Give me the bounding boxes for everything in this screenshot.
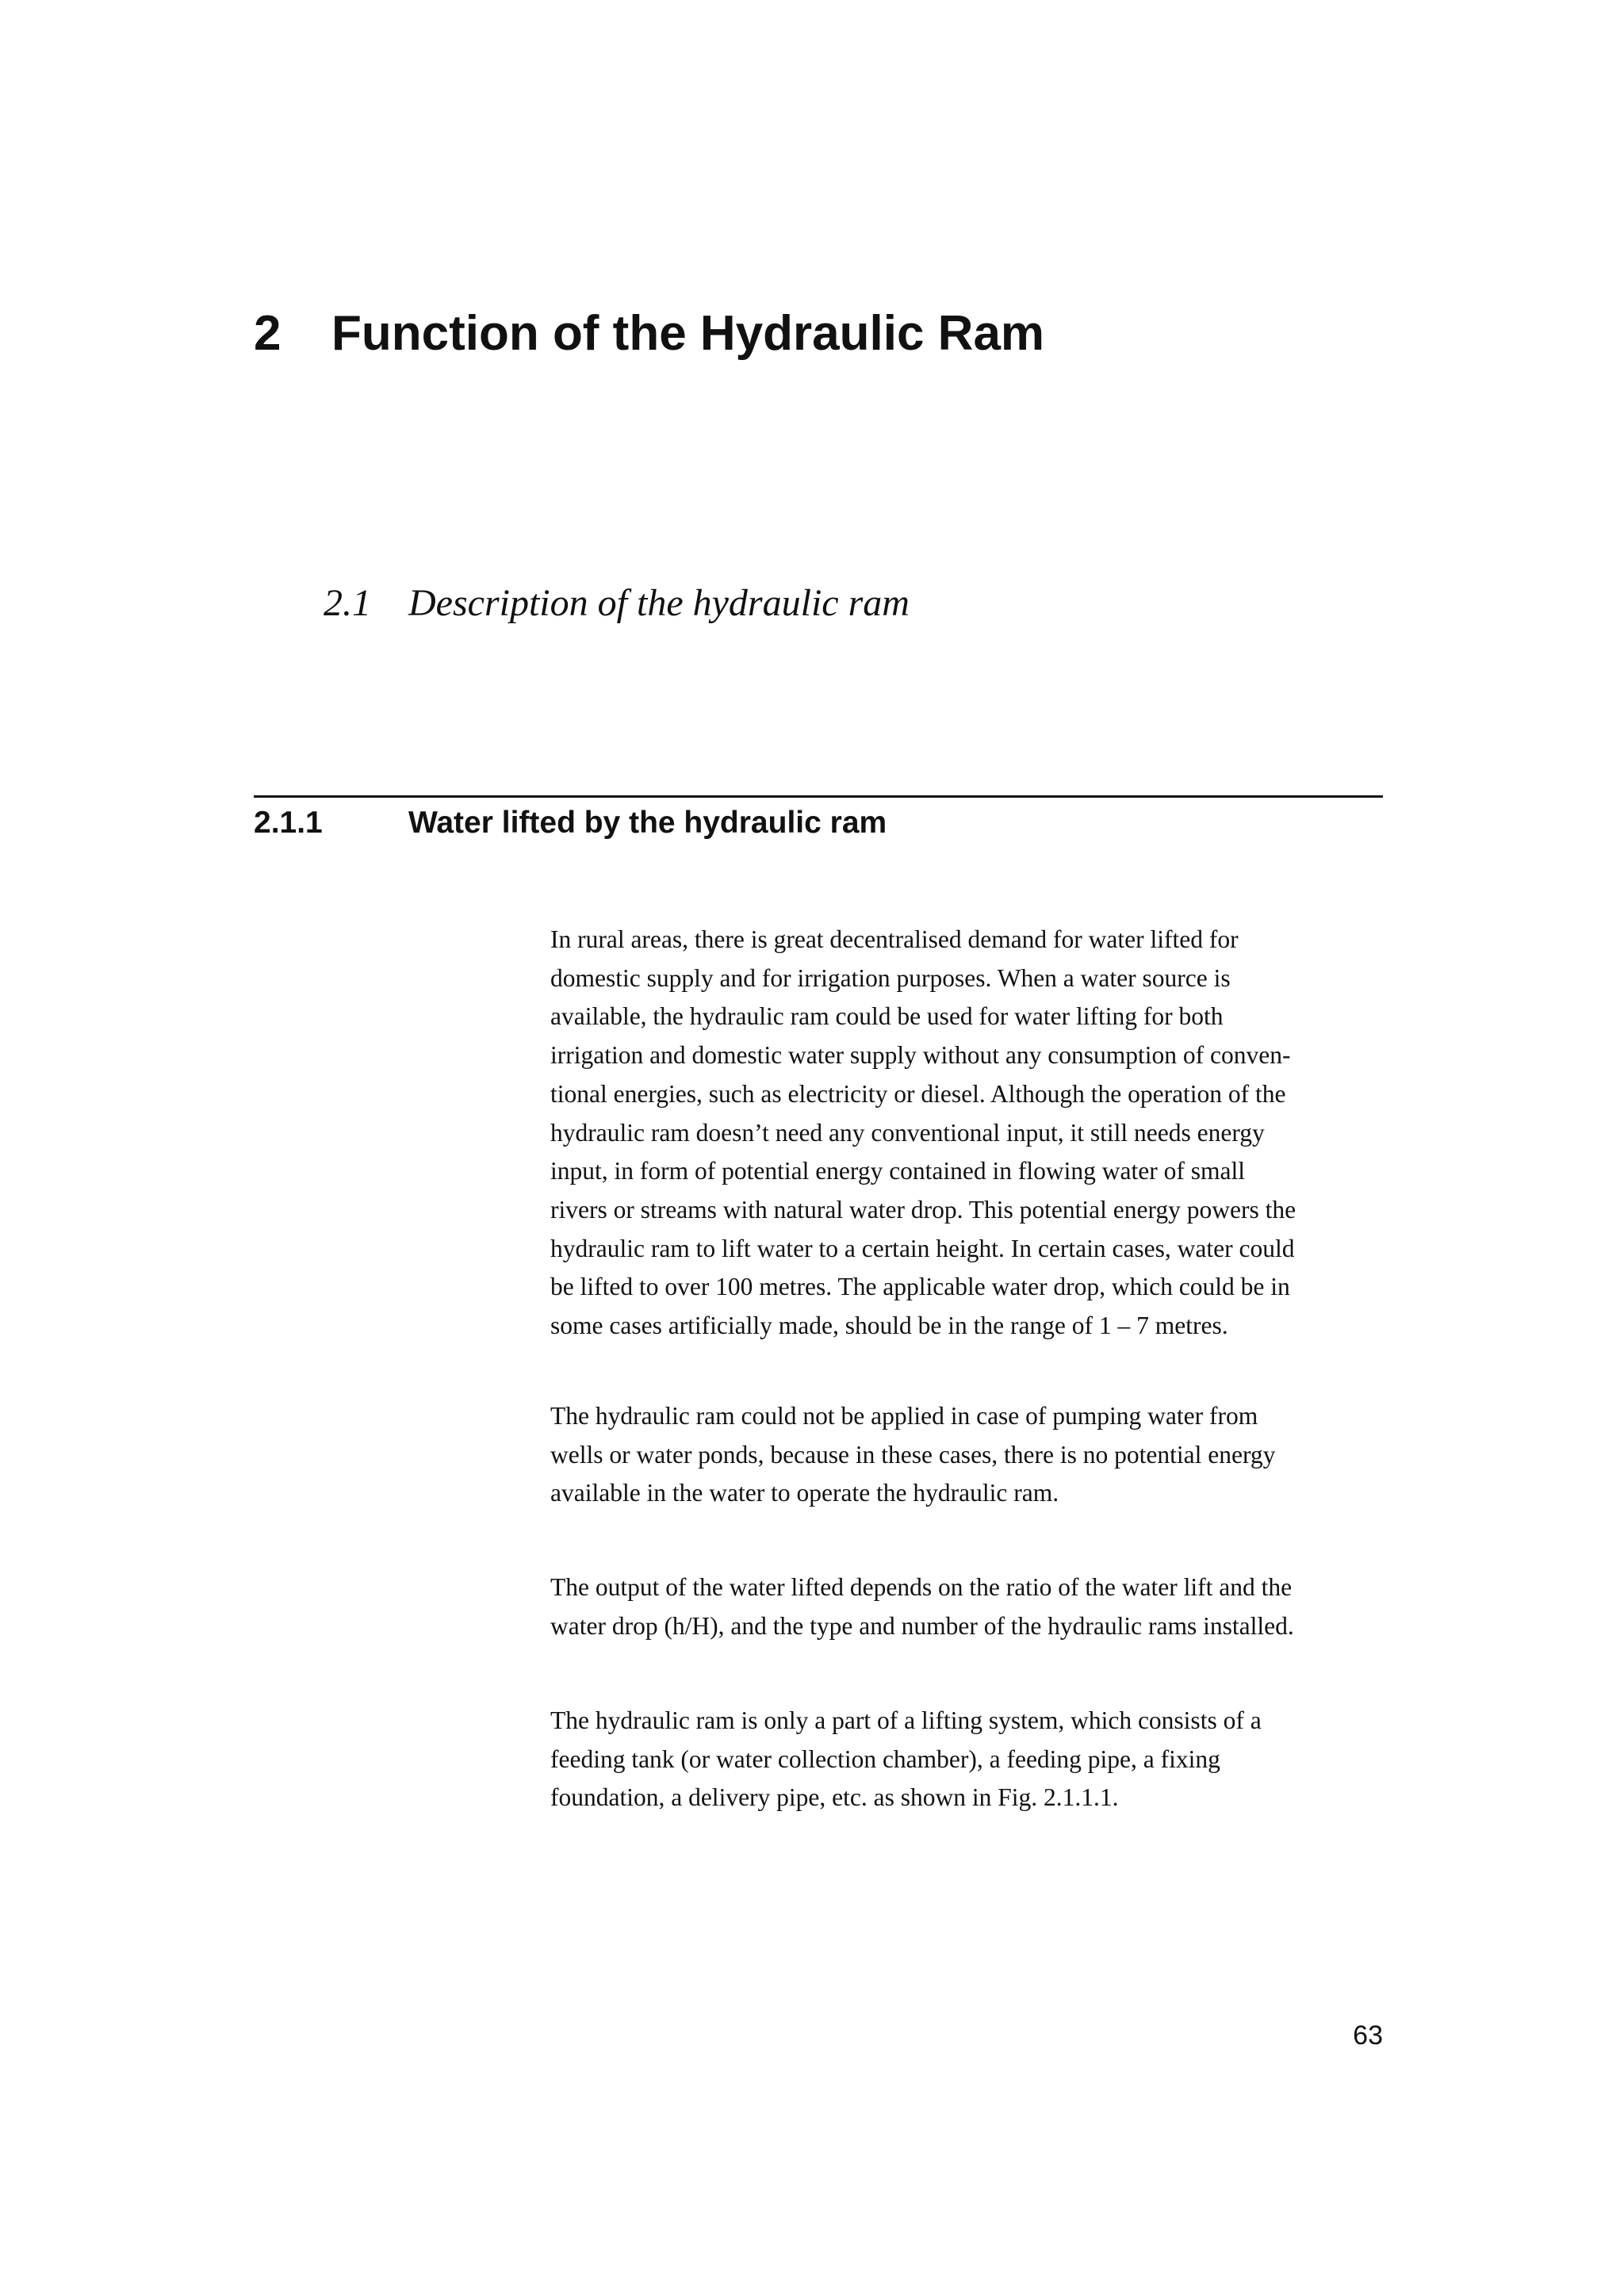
paragraph-line: The hydraulic ram is only a part of a lifting system, which consists of a (550, 1706, 1262, 1734)
paragraph-line: be lifted to over 100 metres. The applicable water drop, which could be in (550, 1273, 1290, 1301)
paragraph-line: The hydraulic ram could not be applied in case of pumping water from (550, 1402, 1258, 1430)
paragraph-line: available in the water to operate the hydraulic ram. (550, 1479, 1059, 1507)
section-title: Description of the hydraulic ram (408, 582, 910, 624)
paragraph-line: hydraulic ram doesn’t need any conventional input, it still needs energy (550, 1118, 1265, 1147)
paragraph-line: domestic supply and for irrigation purposes. When a water source is (550, 963, 1231, 992)
paragraph-line: tional energies, such as electricity or diesel. Although the operation of the (550, 1079, 1286, 1108)
chapter-title: Function of the Hydraulic Ram (331, 306, 1045, 361)
subsection-divider (254, 795, 1383, 798)
paragraph-line: some cases artificially made, should be in the range of 1 – 7 metres. (550, 1312, 1228, 1340)
paragraph-3 (550, 1568, 1387, 1645)
paragraph-4 (550, 1702, 1387, 1817)
paragraph-line: hydraulic ram to lift water to a certain height. In certain cases, water could (550, 1234, 1295, 1262)
paragraph-line: input, in form of potential energy contained in flowing water of small (550, 1157, 1245, 1185)
paragraph-line: foundation, a delivery pipe, etc. as shown in Fig. 2.1.1.1. (550, 1783, 1119, 1812)
section-number: 2.1 (324, 582, 371, 624)
chapter-number: 2 (254, 306, 282, 361)
subsection-title: Water lifted by the hydraulic ram (408, 806, 887, 840)
paragraph-2 (550, 1397, 1387, 1513)
paragraph-line: The output of the water lifted depends on the ratio of the water lift and the (550, 1573, 1293, 1601)
paragraph-line: irrigation and domestic water supply without any consumption of conven- (550, 1041, 1291, 1070)
paragraph-line: water drop (h/H), and the type and number of the hydraulic rams installed. (550, 1611, 1294, 1640)
chapter-heading (254, 304, 1044, 363)
section-heading (324, 580, 910, 626)
paragraph-line: available, the hydraulic ram could be used for water lifting for both (550, 1002, 1224, 1031)
paragraph-line: feeding tank (or water collection chamber), a feeding pipe, a fixing (550, 1744, 1220, 1773)
paragraph-line: wells or water ponds, because in these cases, there is no potential energy (550, 1440, 1276, 1469)
subsection-number: 2.1.1 (254, 806, 323, 840)
subsection-heading (254, 803, 887, 844)
paragraph-line: rivers or streams with natural water drop. This potential energy powers the (550, 1195, 1297, 1224)
paragraph-line: In rural areas, there is great decentralised demand for water lifted for (550, 925, 1239, 953)
paragraph-1 (550, 921, 1387, 1346)
page-number: 63 (1353, 2020, 1383, 2051)
